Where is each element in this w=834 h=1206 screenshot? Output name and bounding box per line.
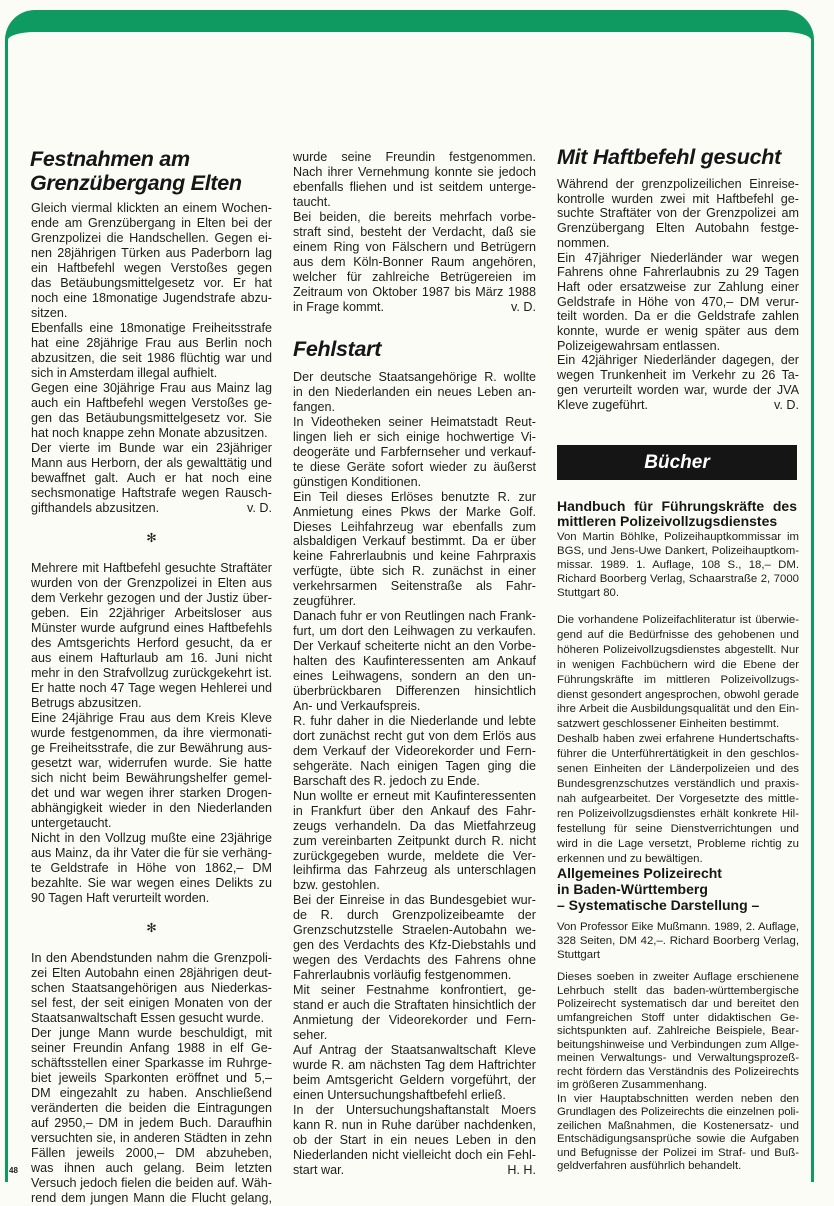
text-line: Grundlagen des Polizeirechts die einzelnen poli- xyxy=(557,1106,799,1118)
text-line: wegen Trunkenheit im Verkehr zu 26 Ta- xyxy=(557,368,799,383)
paragraph xyxy=(293,893,536,983)
text-line: Von Professor Eike Mußmann. 1989, 2. Auflage, xyxy=(557,921,799,933)
text-line: wurde seine Freundin festgenommen. xyxy=(293,150,536,164)
text-line: beim Amtsgericht Geldern vorgeführt, der xyxy=(293,1072,536,1087)
text-line xyxy=(31,306,272,321)
text-line: gen das Betäubungsmittelgesetz vor. Sie xyxy=(31,411,272,425)
text-line: ende am Grenzübergang in Elten bei der xyxy=(31,216,272,230)
text-line-content: seher. xyxy=(293,1027,328,1042)
text-line: führer die Unterführertätigkeit in den geschlos- xyxy=(557,748,799,761)
text-line: in den Niederlanden ein neues Leben an- xyxy=(293,384,536,399)
text-line: Geldstrafe in Höhe von 470,– DM verur- xyxy=(557,294,799,309)
text-line: straft sind, besteht der Verdacht, daß sie xyxy=(293,225,536,239)
text-line: recht fördern das Verständnis des Polizeirechts xyxy=(557,1065,799,1078)
paragraph xyxy=(293,609,536,714)
text-line xyxy=(557,717,799,732)
text-line: Handbuch für Führungskräfte des xyxy=(557,498,797,514)
text-line: und Befugnisse der Polizei im Straf- und Buß- xyxy=(557,1146,799,1159)
text-line: verkehrsarmen Seitenstraße als Fahr- xyxy=(293,579,536,594)
text-line: furt, um dort den Leihwagen zu verkaufen. xyxy=(293,624,536,639)
text-line: stand er auch die Straftaten hinsichtlich der xyxy=(293,998,536,1013)
text-line-content: in Baden-Württemberg xyxy=(557,881,708,897)
text-line: wird in die Lage versetzt, Probleme richtig zu xyxy=(557,837,799,850)
text-line: Mit seiner Festnahme konfrontiert, ge- xyxy=(293,983,536,998)
text-line: Auf Antrag der Staatsanwaltschaft Kleve xyxy=(293,1042,536,1057)
text-line: verfügte, übte sich R. zunächst in einer xyxy=(293,564,536,579)
text-line-content: in Frage kommt. xyxy=(293,300,384,314)
text-line: Münster wurde aufgrund eines Haftbefehls xyxy=(31,621,272,635)
paragraph xyxy=(557,897,797,913)
text-line: Bei der Einreise in das Bundesgebiet wur- xyxy=(293,893,536,908)
text-line: dienst gesondert angesprochen, obwohl gerade xyxy=(557,688,799,701)
text-line: de R. durch Grenzpolizeibeamte der xyxy=(293,908,536,923)
text-line: Grenzschutzstelle Straelen-Autobahn we- xyxy=(293,923,536,938)
text-line xyxy=(293,475,536,490)
text-line: Richard Boorberg Verlag, Schaarstraße 2, 7000 xyxy=(557,573,799,585)
text-line: leihfirma das Fahrzeug als unterschlagen xyxy=(293,863,536,878)
text-line: schen Staatsangehörigen aus Niederkas- xyxy=(31,981,272,995)
text-line: welcher für zahlreiche Betrügereien im xyxy=(293,270,536,284)
text-line: noch eine 18monatige Jugendstrafe abzu- xyxy=(31,291,272,305)
page-number: 48 xyxy=(9,1166,18,1175)
text-line-content: Staatsanwaltschaft Essen gesucht wurde. xyxy=(31,1011,265,1025)
text-line: gesetzt war, widerrufen wurde. Sie hatte xyxy=(31,756,272,770)
paragraph xyxy=(557,613,799,732)
text-line xyxy=(31,426,272,441)
text-line: biet jeweils Sparkonten eröffnet und 5,– xyxy=(31,1071,272,1085)
text-line-content: Stuttgart 80. xyxy=(557,587,620,599)
text-line: gen des Verdachts des Kfz-Diebstahls und xyxy=(293,938,536,953)
text-line: eines Leihwagens, sondern an den un- xyxy=(293,669,536,684)
text-line: Mehrere mit Haftbefehl gesuchte Straftäter xyxy=(31,561,272,575)
text-line xyxy=(293,1028,536,1043)
text-line-content: im größeren Zusammenhang. xyxy=(557,1079,708,1091)
text-line: te diese Geräte sofort wieder zu äußerst xyxy=(293,459,536,474)
author-initials: v. D. xyxy=(511,300,536,314)
text-line: sechsmonatige Haftstrafe wegen Rausch- xyxy=(31,486,272,500)
text-line-content: Barschaft des R. jedoch zu Ende. xyxy=(293,773,480,788)
text-line xyxy=(31,891,272,906)
text-line: nen 28jährigen Türken aus Paderborn lag xyxy=(31,246,272,260)
heading-line: Grenzübergang Elten xyxy=(30,171,242,195)
heading-line: Fehlstart xyxy=(293,337,382,361)
text-line: Während der grenzpolizeilichen Einreise- xyxy=(557,177,799,191)
text-line: Grenzübergang Elten Autobahn festge- xyxy=(557,221,799,236)
text-line-content: Allgemeines Polizeirecht xyxy=(557,865,722,881)
text-line-content: start war. xyxy=(293,1162,345,1177)
text-line: meinen Verwaltungs- und Verwaltungsprozeß- xyxy=(557,1052,799,1064)
text-line: gend auf die Bedürfnisse des gehobenen und xyxy=(557,628,799,641)
text-line: seiner Freundin Anfang 1988 in elf Ge- xyxy=(31,1041,272,1055)
text-line: deogeräte und Farbfernseher und verkauf- xyxy=(293,444,536,459)
text-line: veränderten die beiden die Eintragungen xyxy=(31,1101,272,1115)
book-meta xyxy=(557,920,799,962)
text-line-content: gifthandels abzusitzen. xyxy=(31,501,160,515)
text-line: gen verurteilt worden war, wurde der JVA xyxy=(557,382,799,397)
text-line: zeugs verhandeln. Da das Mietfahrzeug xyxy=(293,818,536,833)
text-line: Lehrbuch stellt das baden-württembergische xyxy=(557,984,799,997)
paragraph xyxy=(31,831,272,906)
text-line: abhängigkeit wieder in den Niederlanden xyxy=(31,801,272,815)
text-line-content: Stuttgart xyxy=(557,949,601,961)
paragraph xyxy=(557,971,799,1093)
text-line: halten des Kaufinteressenten am Ankauf xyxy=(293,654,536,669)
text-line: auf 2950,– DM in jedem Buch. Daraufhin xyxy=(31,1116,272,1130)
text-line: ren Polizeivollzugsdienstes erhält konkrete Hil- xyxy=(557,807,799,820)
paragraph xyxy=(557,920,799,962)
text-line-content: satzwert geschlossener Einheiten bestimmt. xyxy=(557,718,780,731)
text-line xyxy=(557,236,799,251)
paragraph xyxy=(557,499,797,529)
text-line: überbrückbaren Differenzen hinsichtlich xyxy=(293,684,536,699)
text-line: wurde festgenommen, da ihre viermonati- xyxy=(31,726,272,740)
text-line: ein Haftbefehl wegen Verstoßes gegen xyxy=(31,261,272,275)
text-line: DM eingezahlt zu haben. Anschließend xyxy=(31,1086,272,1100)
text-line: dem Verkauf der Videorekorder und Fern- xyxy=(293,743,536,758)
text-line: Ein 42jähriger Niederländer dagegen, der xyxy=(557,353,799,368)
text-line: Bei beiden, die bereits mehrfach vorbe- xyxy=(293,210,536,224)
text-line xyxy=(31,696,272,711)
text-line: bezahlte. Sie war wegen eines Delikts zu xyxy=(31,876,272,890)
book-title xyxy=(557,865,797,913)
text-line: ebenfalls fliehen und ist seitdem unterge- xyxy=(293,180,536,194)
text-line: aus einem Hafturlaub am 16. Juni nicht xyxy=(31,651,272,665)
text-line: Von Martin Böhlke, Polizeihauptkommissar im xyxy=(557,531,799,543)
text-line xyxy=(293,195,536,210)
paragraph xyxy=(293,490,536,610)
text-line: versuchten sie, in anderen Städten in zehn xyxy=(31,1131,272,1145)
paragraph xyxy=(31,441,272,516)
text-line: zeilichen Maßnahmen, die Kostenersatz- und xyxy=(557,1119,799,1132)
text-line: det und war wegen ihrer starken Drogen- xyxy=(31,786,272,800)
text-line: zei Elten Autobahn einen 28jährigen deut- xyxy=(31,966,272,980)
text-line xyxy=(31,366,272,381)
text-line-content: fangen. xyxy=(293,399,336,414)
text-line: keine Fahrerlaubnis und keine Fahrpraxis xyxy=(293,549,536,564)
text-line-content: Kleve zugeführt. xyxy=(557,397,649,412)
text-line: ihre Arbeit die Ausbildungsqualität und den Ein- xyxy=(557,703,799,716)
text-line: Haft oder ersatzweise zur Zahlung einer xyxy=(557,279,799,294)
text-line: sichtspunkten auf. Zahlreiche Beispiele, Bear- xyxy=(557,1025,799,1037)
text-line xyxy=(293,1088,536,1103)
text-line: Dieses Leihfahrzeug war ebenfalls zum xyxy=(293,519,536,534)
text-line-content: Betrugs abzusitzen. xyxy=(31,696,142,710)
paragraph xyxy=(557,530,799,600)
text-line xyxy=(557,1079,799,1093)
text-line: Ein Teil dieses Erlöses benutzte R. zur xyxy=(293,489,536,504)
text-line: Mann aus Herborn, der als gewalttätig und xyxy=(31,456,272,470)
text-line: Nach ihrer Vernehmung konnte sie jedoch xyxy=(293,165,536,179)
text-line: teilt worden. Da er die Geldstrafe zahlen xyxy=(557,309,799,324)
author-initials: v. D. xyxy=(774,397,799,412)
text-line-content: einen Untersuchungshaftbefehl erließ. xyxy=(293,1087,506,1102)
author-initials: H. H. xyxy=(507,1162,536,1177)
text-line-content: bzw. gestohlen. xyxy=(293,878,380,893)
paragraph xyxy=(557,881,797,897)
text-line: Führungskräfte im mittleren Polizeivollzugs- xyxy=(557,673,799,686)
text-line: Niederlanden nicht vielleicht doch ein Fehl- xyxy=(293,1147,536,1162)
paragraph xyxy=(293,370,536,415)
text-line: 328 Seiten, DM 42,–. Richard Boorberg Verlag, xyxy=(557,935,799,947)
paragraph xyxy=(293,983,536,1043)
text-line: mehr in den Strafvollzug zurückgekehrt ist. xyxy=(31,666,272,680)
text-line: des Amtsgerichts Herford gesucht, da er xyxy=(31,636,272,650)
text-line: ge Freiheitsstrafe, die zur Bewährung aus- xyxy=(31,741,272,755)
text-line xyxy=(557,1160,799,1174)
text-line-content: Fahrerlaubnis vorläufig festgenommen. xyxy=(293,968,512,983)
text-line xyxy=(293,400,536,415)
section-separator-asterisk: ✻ xyxy=(146,921,157,935)
text-line: In der Untersuchungshaftanstalt Moers xyxy=(293,1102,536,1117)
text-line xyxy=(557,865,797,881)
text-line: wurden von der Grenzpolizei in Elten aus xyxy=(31,576,272,590)
text-line: lingen lieh er sich einige hochwertige Vi- xyxy=(293,429,536,444)
text-line xyxy=(293,774,536,789)
text-line: In den Abendstunden nahm die Grenzpoli- xyxy=(31,951,272,965)
paragraph xyxy=(557,177,799,251)
paragraph xyxy=(293,150,536,210)
text-line: Ebenfalls eine 18monatige Freiheitsstrafe xyxy=(31,321,272,335)
paragraph xyxy=(293,210,536,315)
text-line: höheren Polizeivollzugsdienstes abgestellt. Nur xyxy=(557,643,799,656)
text-line: R. fuhr daher in die Niederlande und lebte xyxy=(293,713,536,728)
text-line: Ein 47jähriger Niederländer war wegen xyxy=(557,250,799,265)
text-line: Der deutsche Staatsangehörige R. wollte xyxy=(293,370,536,384)
text-line xyxy=(557,398,799,413)
text-line-content: günstigen Konditionen. xyxy=(293,474,422,489)
article-body-fehlstart xyxy=(293,370,536,1177)
text-line: Der Verkauf scheiterte nicht an den Vorbe- xyxy=(293,639,536,654)
text-line: Gleich viermal klickten an einem Wochen- xyxy=(31,201,272,215)
text-line: in Frankfurt über den Ankauf des Fahr- xyxy=(293,803,536,818)
text-line: Der junge Mann wurde beschuldigt, mit xyxy=(31,1026,272,1040)
text-line: abzusitzen, die seit 1986 flüchtig war und xyxy=(31,351,272,365)
text-line: zum vereinbarten Zeitpunkt durch R. nicht xyxy=(293,833,536,848)
text-line: Polizeirecht systematisch dar und bereitet den xyxy=(557,998,799,1010)
text-line: Fällen jeweils 2000,– DM abzuheben, xyxy=(31,1146,272,1160)
text-line: Der vierte im Bunde war ein 23jähriger xyxy=(31,441,272,455)
text-line: sehgeräte. Nach einigen Tagen ging die xyxy=(293,758,536,773)
text-line: Anmietung eines Pkws der Marke Golf. xyxy=(293,504,536,519)
text-line: Zeitraum von Oktober 1987 bis März 1988 xyxy=(293,285,536,299)
paragraph xyxy=(31,951,272,1026)
text-line-content: 90 Tagen Haft verurteilt worden. xyxy=(31,891,210,905)
paragraph xyxy=(31,1026,272,1206)
text-line-content: geldverfahren ausführlich behandelt. xyxy=(557,1160,742,1172)
text-line xyxy=(293,699,536,714)
paragraph xyxy=(557,353,799,412)
section-separator-asterisk: ✻ xyxy=(146,531,157,545)
text-line: Nicht in den Vollzug mußte eine 23jährige xyxy=(31,831,272,845)
text-line xyxy=(557,514,797,529)
text-line: Deshalb haben zwei erfahrene Hundertschafts- xyxy=(557,733,799,746)
text-line: ob der Start in ein neues Leben in den xyxy=(293,1132,536,1147)
text-line xyxy=(31,1011,272,1026)
paragraph xyxy=(293,1103,536,1178)
text-line: geben. Ein 22jähriger Arbeitsloser aus xyxy=(31,606,272,620)
article-body-haftbefehl xyxy=(557,177,799,412)
text-line: bewaffnet galt. Auch er hat noch eine xyxy=(31,471,272,485)
text-line: Versuch jedoch fielen die beiden auf. Wäh- xyxy=(31,1176,272,1190)
paragraph xyxy=(293,714,536,789)
heading-line: Mit Haftbefehl gesucht xyxy=(557,145,781,169)
text-line-content: untergetaucht. xyxy=(31,816,112,830)
text-line: kann R. nun in Ruhe darüber nachdenken, xyxy=(293,1117,536,1132)
text-line: das Betäubungsmittelgesetz vor. Er hat xyxy=(31,276,272,290)
text-line: Fahrens ohne Fahrerlaubnis zu 29 Tagen xyxy=(557,265,799,280)
text-line: missar. 1989. 1. Auflage, 108 S., 18,– DM. xyxy=(557,559,799,571)
text-line xyxy=(31,816,272,831)
book-description xyxy=(557,971,799,1174)
text-line: dem Verkehr gezogen und der Justiz über- xyxy=(31,591,272,605)
paragraph xyxy=(557,732,799,866)
text-line: kontrolle wurden zwei mit Haftbefehl ge- xyxy=(557,191,799,206)
text-line-content: hat noch knappe zehn Monate abzusitzen. xyxy=(31,426,268,440)
book-description xyxy=(557,613,799,866)
text-line xyxy=(293,300,536,315)
text-line xyxy=(293,594,536,609)
text-line: suchte Straftäter von der Grenzpolizei am xyxy=(557,206,799,221)
paragraph xyxy=(31,381,272,441)
paragraph xyxy=(293,789,536,894)
author-initials: v. D. xyxy=(247,501,272,515)
text-line: sel fest, der seit einigen Monaten von der xyxy=(31,996,272,1010)
text-line-content: nommen. xyxy=(557,235,610,250)
text-line: schäftsstellen einer Sparkasse im Ruhrge- xyxy=(31,1056,272,1070)
text-line-content: – Systematische Darstellung – xyxy=(557,897,760,913)
text-line: Eine 24jährige Frau aus dem Kreis Kleve xyxy=(31,711,272,725)
text-line: konnte, wurde er wenig später aus dem xyxy=(557,324,799,339)
text-line: in wenigen Fachbüchern wird die Ebene der xyxy=(557,658,799,671)
text-line: nah aufgearbeitet. Der Vorgesetzte des mittle- xyxy=(557,792,799,805)
text-line: Danach fuhr er von Reutlingen nach Frank- xyxy=(293,609,536,624)
text-line: hat eine 28jährige Frau aus Berlin noch xyxy=(31,336,272,350)
books-section-banner: Bücher xyxy=(557,445,797,480)
text-line: auch ein Haftbefehl wegen Verstoßes ge- xyxy=(31,396,272,410)
article-title-haftbefehl xyxy=(557,145,802,169)
text-line-content: sich in Amsterdam illegal aufhielt. xyxy=(31,366,218,380)
text-line: dort zunächst recht gut von dem Erlös aus xyxy=(293,728,536,743)
text-line xyxy=(293,1163,536,1178)
text-line: Bundesgrenzschutzes verständlich und praxis- xyxy=(557,777,799,790)
paragraph xyxy=(557,1093,799,1174)
text-line xyxy=(293,968,536,983)
text-line-content: erkennen und zu bewältigen. xyxy=(557,852,703,865)
article-body-festnahmen xyxy=(31,201,272,1206)
text-line: Entschädigungsansprüche sowie die Aufgaben xyxy=(557,1133,799,1145)
text-line: umfangreichen Stoff unter didaktischen Ge- xyxy=(557,1011,799,1024)
book-title xyxy=(557,499,797,529)
text-line: sich nicht beim Bewährungshelfer gemel- xyxy=(31,771,272,785)
text-line: BGS, und Jens-Uwe Dankert, Polizeihauptkom- xyxy=(557,545,799,557)
text-line: rend dem jungen Mann die Flucht gelang, xyxy=(31,1191,272,1205)
paragraph xyxy=(31,201,272,321)
text-line-content: An- und Verkaufspreis. xyxy=(293,698,421,713)
text-line xyxy=(557,897,797,913)
text-line-content: mittleren Polizeivollzugsdienstes xyxy=(557,513,778,529)
text-line: Er hatte noch 47 Tage wegen Hehlerei und xyxy=(31,681,272,695)
text-line: Anmietung der Videorekorder und Fern- xyxy=(293,1012,536,1027)
text-line: te Geldstrafe in Höhe von 1862,– DM xyxy=(31,861,272,875)
text-line: aus Mainz, da ihr Vater die für sie verhäng- xyxy=(31,846,272,860)
paragraph xyxy=(557,251,799,354)
text-line: festellung für seine Dienstverrichtungen und xyxy=(557,822,799,835)
text-line xyxy=(557,948,799,962)
article-title-fehlstart xyxy=(293,337,536,361)
text-line xyxy=(293,878,536,893)
text-line: zurückgegeben wurde, meldete die Ver- xyxy=(293,848,536,863)
text-line: aus dem Köln-Bonner Raum angehören, xyxy=(293,255,536,269)
paragraph xyxy=(31,711,272,831)
text-line: einem Ring von Fälschern und Betrügern xyxy=(293,240,536,254)
paragraph xyxy=(31,561,272,711)
text-line: senen Einheiten der Länderpolizeien und des xyxy=(557,763,799,776)
text-line xyxy=(31,501,272,516)
text-line: wurde R. am nächsten Tag dem Haftrichter xyxy=(293,1057,536,1072)
text-line: Gegen eine 30jährige Frau aus Mainz lag xyxy=(31,381,272,395)
article-title-festnahmen xyxy=(30,147,275,195)
paragraph xyxy=(293,415,536,490)
text-line xyxy=(557,339,799,354)
heading-line: Festnahmen am xyxy=(30,147,190,171)
text-line-content: sitzen. xyxy=(31,306,68,320)
paragraph xyxy=(557,865,797,881)
text-line-content: zeugführer. xyxy=(293,594,357,609)
article-body-festnahmen-continued xyxy=(293,150,536,315)
text-line: was ihnen auch gelang. Beim letzten xyxy=(31,1161,272,1175)
text-line: beitungshinweise und Verbindungen zum Allge- xyxy=(557,1038,799,1051)
paragraph xyxy=(31,321,272,381)
text-line: Grenzpolizei die Handschellen. Gegen ei- xyxy=(31,231,272,245)
text-line-content: Polizeigewahrsam entlassen. xyxy=(557,338,721,353)
text-line xyxy=(557,881,797,897)
text-line: Die vorhandene Polizeifachliteratur ist überwie- xyxy=(557,614,799,626)
book-meta xyxy=(557,530,799,600)
text-line: Nun wollte er erneut mit Kaufinteressenten xyxy=(293,788,536,803)
text-line xyxy=(557,586,799,600)
text-line: In Videotheken seiner Heimatstadt Reut- xyxy=(293,414,536,429)
text-line: In vier Hauptabschnitten werden neben den xyxy=(557,1092,799,1105)
paragraph xyxy=(293,1043,536,1103)
text-line: Dieses soeben in zweiter Auflage erschienene xyxy=(557,971,799,983)
text-line: wegen des Verdachts des Fahrens ohne xyxy=(293,953,536,968)
text-line: alsbaldigen Verkauf bestimmt. Da er über xyxy=(293,534,536,549)
text-line-content: taucht. xyxy=(293,195,331,209)
